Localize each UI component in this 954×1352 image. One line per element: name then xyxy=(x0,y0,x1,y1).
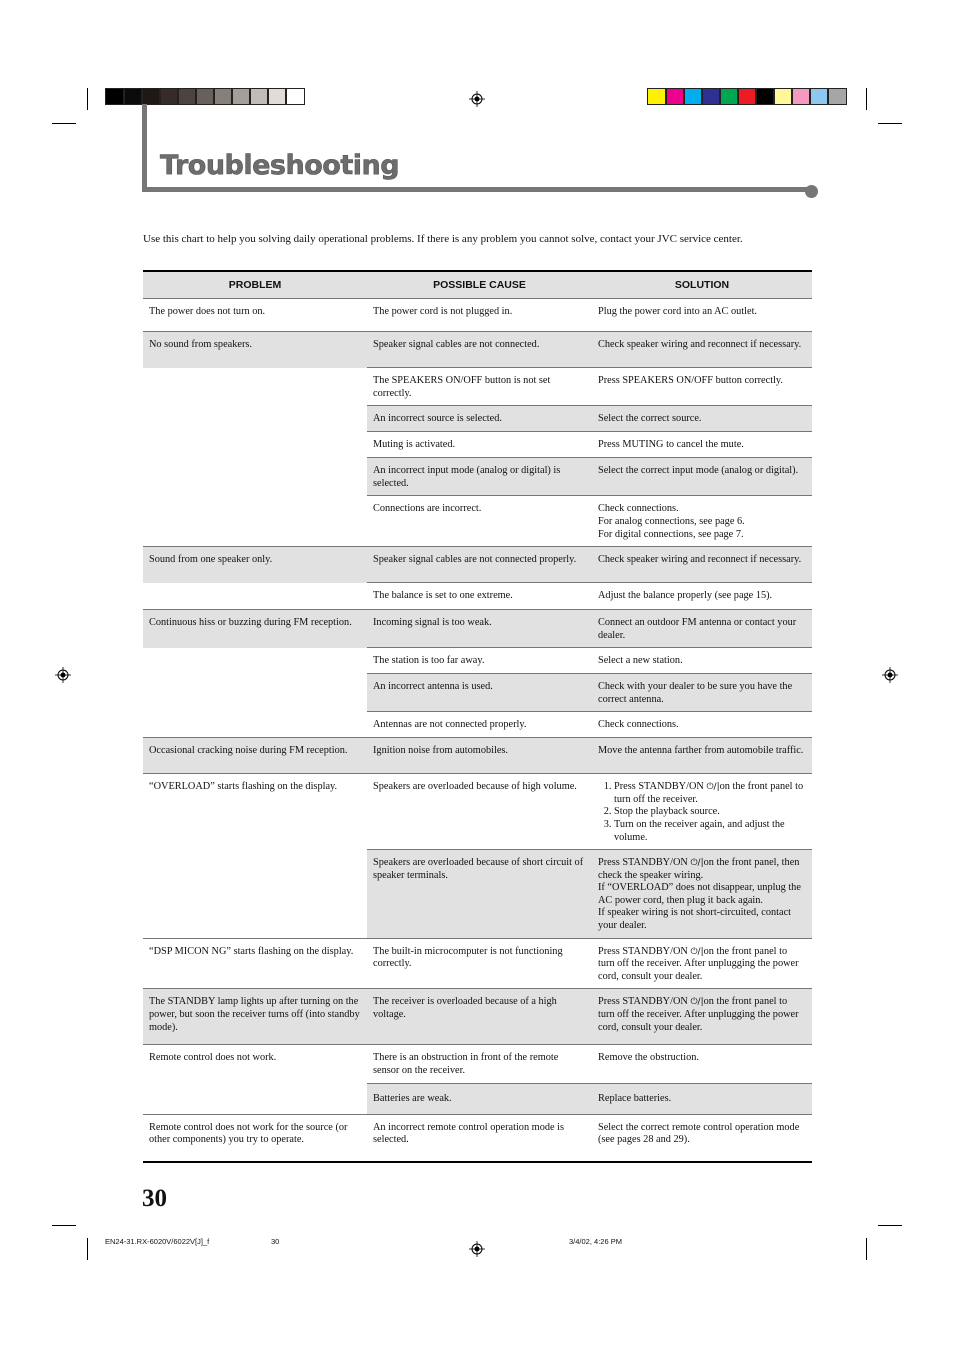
gray-swatch xyxy=(196,88,214,105)
cause-cell: Connections are incorrect. xyxy=(367,496,592,547)
solution-line: Check connections. xyxy=(598,503,679,515)
problem-cell: No sound from speakers. xyxy=(143,332,367,368)
cause-cell: An incorrect input mode (analog or digital) is selected. xyxy=(367,458,592,496)
problem-cell: “OVERLOAD” starts flashing on the display. xyxy=(143,774,367,850)
table-row xyxy=(143,610,812,648)
solution-step: 3. Turn on the receiver again, and adjust the volume. xyxy=(614,819,806,844)
power-icon: ⏻/| xyxy=(706,782,720,793)
page-number: 30 xyxy=(142,1185,167,1212)
color-swatch xyxy=(738,88,756,105)
gray-swatch xyxy=(214,88,232,105)
problem-cell: Remote control does not work for the source (or other components) you try to operate. xyxy=(143,1114,367,1162)
solution-steps xyxy=(598,781,806,844)
solution-cell: Check with your dealer to be sure you have the correct antenna. xyxy=(592,673,812,711)
cause-cell: Antennas are not connected properly. xyxy=(367,712,592,738)
cause-cell: Speakers are overloaded because of short circuit of speaker terminals. xyxy=(367,850,592,939)
color-swatch xyxy=(774,88,792,105)
cause-cell: The balance is set to one extreme. xyxy=(367,583,592,610)
table-row xyxy=(143,648,812,674)
title-bullet xyxy=(805,185,818,198)
color-swatch xyxy=(720,88,738,105)
table-row xyxy=(143,496,812,547)
header-cause: POSSIBLE CAUSE xyxy=(367,271,592,299)
color-swatch xyxy=(702,88,720,105)
crop-mark xyxy=(866,1238,867,1260)
table-row xyxy=(143,774,812,850)
table-row xyxy=(143,989,812,1045)
crop-mark xyxy=(878,123,902,124)
header-solution: SOLUTION xyxy=(592,271,812,299)
troubleshooting-table xyxy=(143,270,812,1163)
footer-page: 30 xyxy=(271,1237,280,1246)
gray-swatch xyxy=(105,88,124,105)
solution-cell xyxy=(592,496,812,547)
table-row xyxy=(143,673,812,711)
color-swatch xyxy=(666,88,684,105)
problem-cell: Continuous hiss or buzzing during FM reception. xyxy=(143,610,367,648)
title-rule xyxy=(142,187,810,192)
solution-cell: Move the antenna farther from automobile traffic. xyxy=(592,738,812,774)
cause-cell: Speaker signal cables are not connected. xyxy=(367,332,592,368)
gray-swatch xyxy=(250,88,268,105)
cause-cell: There is an obstruction in front of the remote sensor on the receiver. xyxy=(367,1045,592,1083)
solution-cell xyxy=(592,774,812,850)
cause-cell: The built-in microcomputer is not functioning correctly. xyxy=(367,938,592,989)
cause-cell: The receiver is overloaded because of a high voltage. xyxy=(367,989,592,1045)
cause-cell: An incorrect source is selected. xyxy=(367,406,592,432)
gray-swatch xyxy=(268,88,286,105)
cause-cell: Speakers are overloaded because of high volume. xyxy=(367,774,592,850)
solution-cell: Remove the obstruction. xyxy=(592,1045,812,1083)
cause-cell: Ignition noise from automobiles. xyxy=(367,738,592,774)
footer-date: 3/4/02, 4:26 PM xyxy=(569,1237,622,1246)
page-title: Troubleshooting xyxy=(160,150,400,181)
solution-cell: Check connections. xyxy=(592,712,812,738)
problem-cell: Remote control does not work. xyxy=(143,1045,367,1083)
solution-cell: Press STANDBY/ON ⏻/|on the front panel, then check the speaker wiring. If “OVERLOAD” does not disappear, unplug the AC power cord, then plug it back again. If speaker wiring is not short-circuited, contact your dealer. xyxy=(592,850,812,939)
registration-mark-icon xyxy=(882,667,898,683)
crop-mark xyxy=(52,123,76,124)
table-row xyxy=(143,406,812,432)
gray-swatch xyxy=(286,88,305,105)
cause-cell: Incoming signal is too weak. xyxy=(367,610,592,648)
cause-cell: The SPEAKERS ON/OFF button is not set correctly. xyxy=(367,368,592,406)
solution-cell: Select the correct source. xyxy=(592,406,812,432)
table-row xyxy=(143,938,812,989)
table-row xyxy=(143,712,812,738)
gray-swatch xyxy=(124,88,142,105)
cause-cell: Speaker signal cables are not connected properly. xyxy=(367,547,592,583)
problem-cell: The power does not turn on. xyxy=(143,299,367,332)
solution-cell: Replace batteries. xyxy=(592,1083,812,1114)
table-row xyxy=(143,1045,812,1083)
solution-cell: Select the correct input mode (analog or digital). xyxy=(592,458,812,496)
solution-step: 2. Stop the playback source. xyxy=(614,806,806,819)
color-swatch xyxy=(756,88,774,105)
crop-mark xyxy=(866,88,867,110)
intro-text: Use this chart to help you solving daily operational problems. If there is any problem you cannot solve, contact your JVC service center. xyxy=(143,233,743,245)
crop-mark xyxy=(87,88,88,110)
crop-mark xyxy=(52,1225,76,1226)
table-row xyxy=(143,850,812,939)
color-swatch xyxy=(647,88,666,105)
gray-swatch xyxy=(142,88,160,105)
solution-line: For digital connections, see page 7. xyxy=(598,528,744,540)
solution-cell: Check speaker wiring and reconnect if necessary. xyxy=(592,547,812,583)
table-row xyxy=(143,738,812,774)
table-row xyxy=(143,299,812,332)
cause-cell: The station is too far away. xyxy=(367,648,592,674)
gray-swatch xyxy=(178,88,196,105)
cause-cell: Muting is activated. xyxy=(367,432,592,458)
registration-mark-icon xyxy=(469,1241,485,1257)
color-swatch xyxy=(828,88,847,105)
solution-step: 1. Press STANDBY/ON ⏻/|on the front panel to turn off the receiver. xyxy=(614,781,806,806)
table-row xyxy=(143,458,812,496)
color-swatch xyxy=(684,88,702,105)
problem-cell: Sound from one speaker only. xyxy=(143,547,367,583)
gray-swatch xyxy=(232,88,250,105)
color-swatch xyxy=(810,88,828,105)
power-icon: ⏻/| xyxy=(690,858,704,869)
table-row xyxy=(143,1114,812,1162)
table-row xyxy=(143,583,812,610)
table-header-row xyxy=(143,271,812,299)
title-frame xyxy=(142,104,147,192)
table-row xyxy=(143,332,812,368)
cause-cell: The power cord is not plugged in. xyxy=(367,299,592,332)
solution-cell: Press STANDBY/ON ⏻/|on the front panel to turn off the receiver. After unplugging the power cord, consult your dealer. xyxy=(592,989,812,1045)
footer-filename: EN24-31.RX-6020V/6022V[J]_f xyxy=(105,1237,210,1246)
registration-mark-icon xyxy=(55,667,71,683)
registration-mark-icon xyxy=(469,91,485,107)
header-problem: PROBLEM xyxy=(143,271,367,299)
problem-cell: The STANDBY lamp lights up after turning on the power, but soon the receiver turns off (into standby mode). xyxy=(143,989,367,1045)
table-row xyxy=(143,368,812,406)
cause-cell: Batteries are weak. xyxy=(367,1083,592,1114)
solution-cell: Press MUTING to cancel the mute. xyxy=(592,432,812,458)
table-row xyxy=(143,1083,812,1114)
cause-cell: An incorrect antenna is used. xyxy=(367,673,592,711)
cause-cell: An incorrect remote control operation mode is selected. xyxy=(367,1114,592,1162)
crop-mark xyxy=(87,1238,88,1260)
solution-cell: Connect an outdoor FM antenna or contact your dealer. xyxy=(592,610,812,648)
problem-cell: “DSP MICON NG” starts flashing on the display. xyxy=(143,938,367,989)
color-swatch xyxy=(792,88,810,105)
solution-line: For analog connections, see page 6. xyxy=(598,515,745,527)
power-icon: ⏻/| xyxy=(690,946,704,957)
table-row xyxy=(143,432,812,458)
solution-cell: Select the correct remote control operation mode (see pages 28 and 29). xyxy=(592,1114,812,1162)
problem-cell: Occasional cracking noise during FM reception. xyxy=(143,738,367,774)
solution-cell: Check speaker wiring and reconnect if necessary. xyxy=(592,332,812,368)
solution-cell: Press STANDBY/ON ⏻/|on the front panel to turn off the receiver. After unplugging the power cord, consult your dealer. xyxy=(592,938,812,989)
solution-cell: Press SPEAKERS ON/OFF button correctly. xyxy=(592,368,812,406)
table-row xyxy=(143,547,812,583)
solution-cell: Plug the power cord into an AC outlet. xyxy=(592,299,812,332)
power-icon: ⏻/| xyxy=(690,997,704,1008)
solution-cell: Adjust the balance properly (see page 15). xyxy=(592,583,812,610)
solution-cell: Select a new station. xyxy=(592,648,812,674)
crop-mark xyxy=(878,1225,902,1226)
gray-swatch xyxy=(160,88,178,105)
